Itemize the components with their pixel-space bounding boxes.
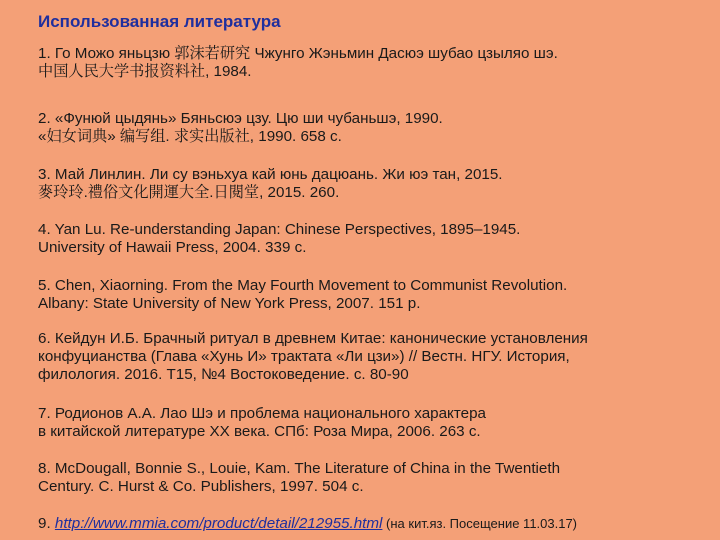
reference-line: 5. Chen, Xiaorning. From the May Fourth Movement to Communist Revolution. [38, 277, 568, 294]
reference-item-8 [38, 460, 560, 496]
reference-item-5 [38, 277, 567, 313]
reference-link[interactable]: http://www.mmia.com/product/detail/212955.html [54, 515, 383, 532]
reference-line: 4. Yan Lu. Re-understanding Japan: Chinese Perspectives, 1895–1945. [38, 221, 521, 238]
reference-item-2 [38, 110, 443, 146]
reference-line: 1. Го Можо яньцзю 郭沫若研究 Чжунго Жэньмин Дасюэ шубао цзыляо шэ. [38, 45, 558, 62]
reference-item-6 [38, 330, 588, 384]
slide-title: Использованная литература [38, 12, 281, 31]
reference-line: 麥玲玲.禮俗文化開運大全.日閱堂, 2015. 260. [38, 184, 340, 201]
reference-line: Century. C. Hurst & Co. Publishers, 1997. 504 с. [38, 478, 364, 495]
reference-line: в китайской литературе XX века. СПб: Роза Мира, 2006. 263 с. [38, 423, 481, 440]
reference-line: 8. McDougall, Bonnie S., Louie, Kam. The Literature of China in the Twentieth [38, 460, 561, 477]
reference-line: конфуцианства (Глава «Хунь И» трактата «Ли цзи») // Вестн. НГУ. История, [38, 348, 570, 365]
reference-item-1 [38, 45, 558, 81]
reference-item-4 [38, 221, 520, 257]
reference-line: 7. Родионов А.А. Лао Шэ и проблема национального характера [38, 405, 486, 422]
reference-note: (на кит.яз. Посещение 11.03.17) [382, 516, 578, 531]
reference-item-9 [38, 515, 577, 533]
reference-number: 9. [38, 515, 55, 532]
reference-line: филология. 2016. Т15, №4 Востоковедение. с. 80-90 [38, 366, 409, 383]
reference-line: University of Hawaii Press, 2004. 339 с. [38, 239, 307, 256]
reference-line: «妇女词典» 编写组. 求实出版社, 1990. 658 с. [38, 128, 342, 145]
reference-item-7 [38, 405, 486, 441]
reference-line: 6. Кейдун И.Б. Брачный ритуал в древнем Китае: канонические установления [38, 330, 588, 347]
reference-line: 2. «Фунюй цыдянь» Бяньсюэ цзу. Цю ши чубаньшэ, 1990. [38, 110, 443, 127]
reference-line: 3. Май Линлин. Ли су вэньхуа кай юнь дацюань. Жи юэ тан, 2015. [38, 166, 503, 183]
reference-line: Albany: State University of New York Press, 2007. 151 p. [38, 295, 421, 312]
reference-item-3 [38, 166, 503, 202]
reference-line: 中国人民大学书报资料社, 1984. [38, 63, 252, 80]
